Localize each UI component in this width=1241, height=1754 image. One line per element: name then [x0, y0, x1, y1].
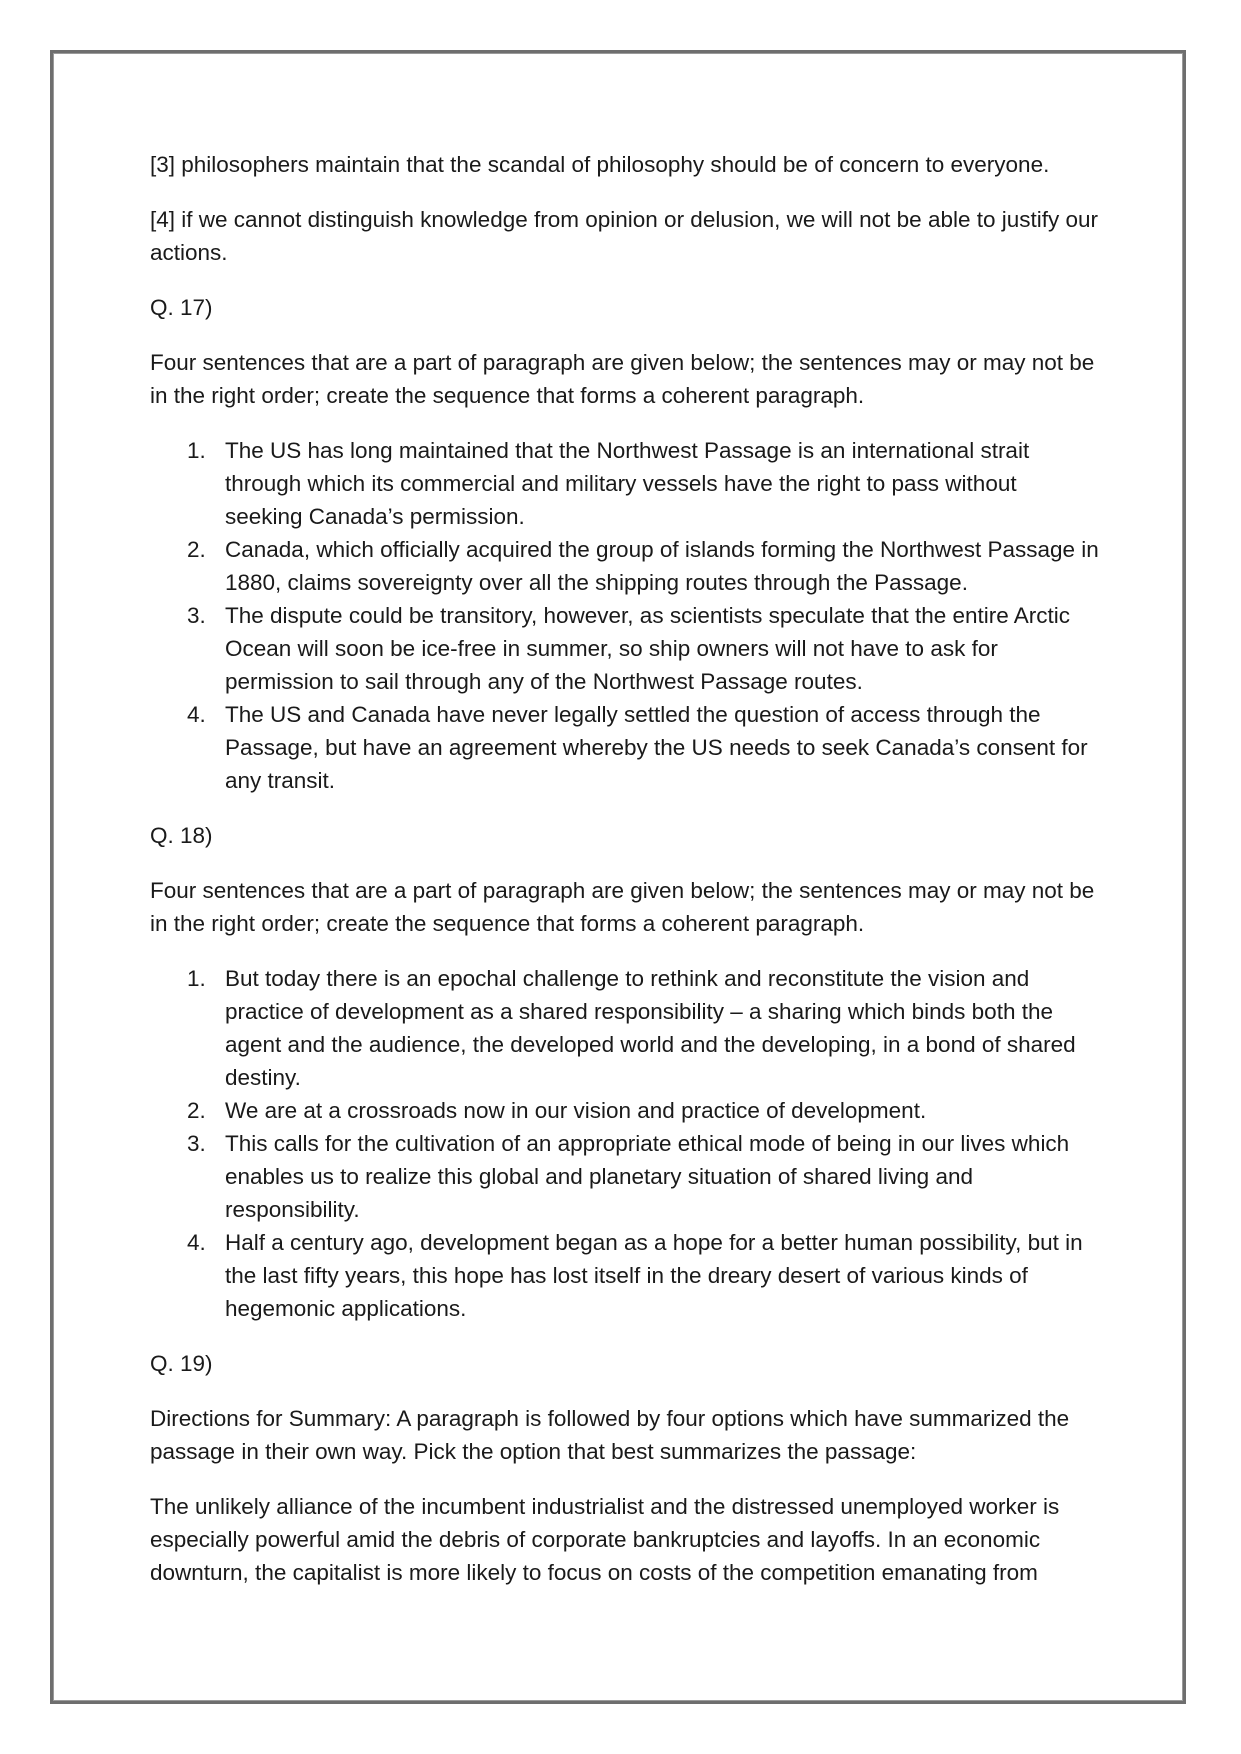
list-item-text: But today there is an epochal challenge to rethink and reconstitute the vision and practice of development as a shared responsibility – a sharing which binds both the agent and the audience, the developed world and the developing, in a bond of shared destiny.	[225, 966, 1076, 1090]
question-19-directions: Directions for Summary: A paragraph is followed by four options which have summarized the passage in their own way. Pick the option that best summarizes the passage:	[150, 1406, 1070, 1464]
question-17-instruction: Four sentences that are a part of paragraph are given below; the sentences may or may not be in the right order; create the sequence that forms a coherent paragraph.	[150, 350, 1095, 408]
question-18-label: Q. 18)	[150, 823, 213, 848]
question-19-label: Q. 19)	[150, 1351, 213, 1376]
list-item-number: 3.	[187, 1131, 206, 1156]
list-item-text: Canada, which officially acquired the group of islands forming the Northwest Passage in 1880, claims sovereignty over all the shipping routes through the Passage.	[225, 537, 1099, 595]
question-17-sentence-list	[150, 434, 1100, 797]
list-item	[150, 599, 1100, 698]
continued-item-3: [3] philosophers maintain that the scandal of philosophy should be of concern to everyone.	[150, 152, 1050, 177]
question-18-sentence-list	[150, 962, 1100, 1325]
list-item-number: 4.	[187, 1230, 206, 1255]
list-item-text: The US and Canada have never legally settled the question of access through the Passage, but have an agreement whereby the US needs to seek Canada’s consent for any transit.	[225, 702, 1088, 793]
list-item-text: The dispute could be transitory, however, as scientists speculate that the entire Arctic Ocean will soon be ice-free in summer, so ship owners will not have to ask for permission to sail through any of the Northwest Passage routes.	[225, 603, 1071, 694]
list-item-text: We are at a crossroads now in our vision and practice of development.	[225, 1098, 927, 1123]
list-item-number: 1.	[187, 438, 206, 463]
list-item-number: 2.	[187, 1098, 206, 1123]
document-body	[150, 148, 1100, 1611]
list-item-number: 4.	[187, 702, 206, 727]
list-item	[150, 533, 1100, 599]
list-item-text: The US has long maintained that the Northwest Passage is an international strait through which its commercial and military vessels have the right to pass without seeking Canada’s permission.	[225, 438, 1030, 529]
list-item	[150, 962, 1100, 1094]
list-item	[150, 1127, 1100, 1226]
list-item	[150, 1226, 1100, 1325]
question-19-passage: The unlikely alliance of the incumbent industrialist and the distressed unemployed worker is especially powerful amid the debris of corporate bankruptcies and layoffs. In an economic downturn, the capitalist is more likely to focus on costs of the competition emanating from	[150, 1494, 1060, 1585]
list-item	[150, 1094, 1100, 1127]
list-item	[150, 698, 1100, 797]
continued-item-4: [4] if we cannot distinguish knowledge from opinion or delusion, we will not be able to justify our actions.	[150, 207, 1099, 265]
list-item-number: 1.	[187, 966, 206, 991]
list-item	[150, 434, 1100, 533]
list-item-text: This calls for the cultivation of an appropriate ethical mode of being in our lives which enables us to realize this global and planetary situation of shared living and responsibility.	[225, 1131, 1070, 1222]
list-item-number: 3.	[187, 603, 206, 628]
list-item-number: 2.	[187, 537, 206, 562]
list-item-text: Half a century ago, development began as a hope for a better human possibility, but in the last fifty years, this hope has lost itself in the dreary desert of various kinds of hegemonic applications.	[225, 1230, 1083, 1321]
question-17-label: Q. 17)	[150, 295, 213, 320]
question-18-instruction: Four sentences that are a part of paragraph are given below; the sentences may or may not be in the right order; create the sequence that forms a coherent paragraph.	[150, 878, 1095, 936]
